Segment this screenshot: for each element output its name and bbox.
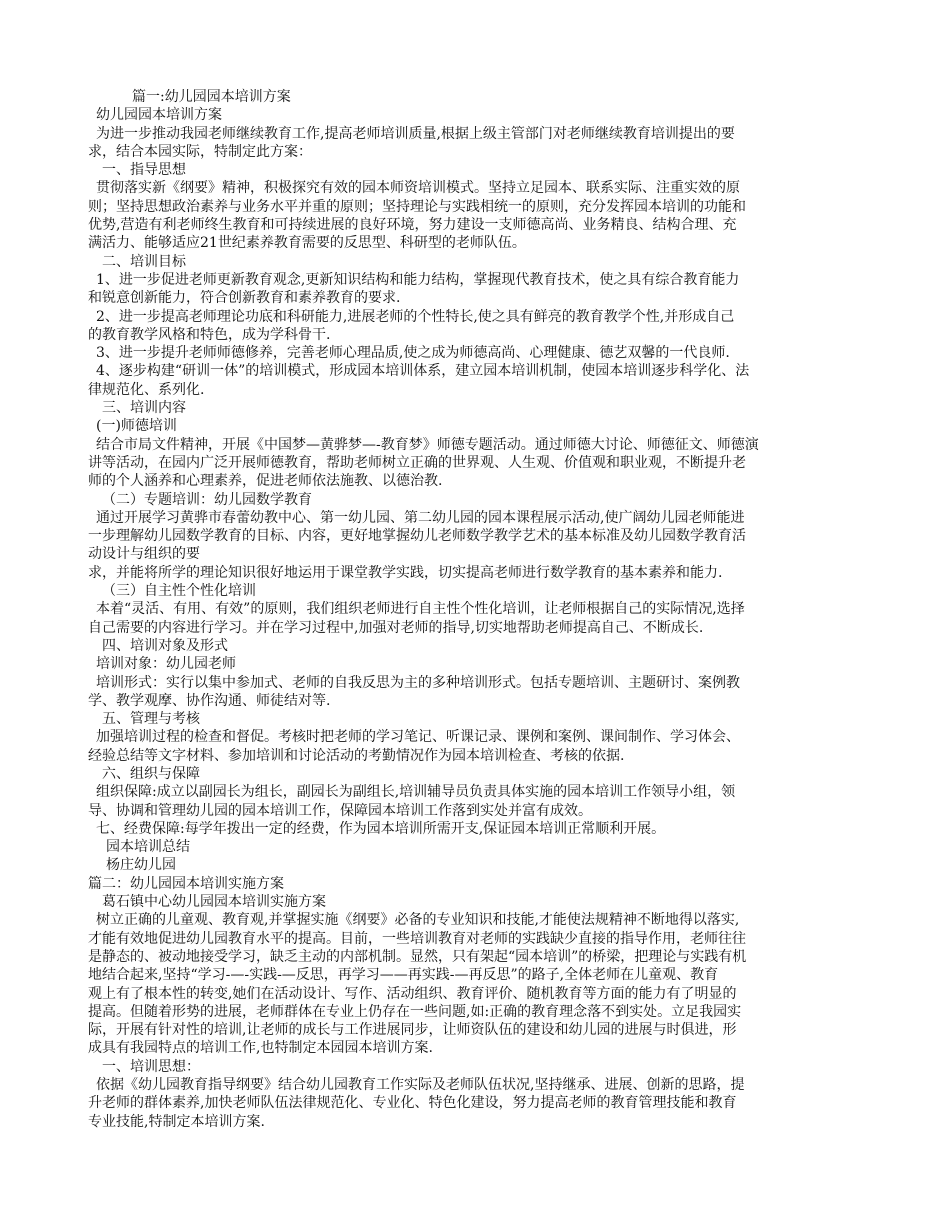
text-line: 经验总结等文字材料、参加培训和讨论活动的考勤情况作为园本培训检查、考核的依据. bbox=[88, 747, 625, 764]
text-line: 自己需要的内容进行学习。并在学习过程中,加强对老师的指导,切实地帮助老师提高自己、不断成长. bbox=[88, 619, 704, 636]
text-line: 2、进一步提高老师理论功底和科研能力,进展老师的个性特长,使之具有鲜亮的教育教学个性,并形成自己 bbox=[96, 308, 735, 325]
text-line: 观上有了根本性的转变,她们在活动设计、写作、活动组织、教育评价、随机教育等方面的能力有了明显的 bbox=[88, 985, 737, 1002]
text-line: 为进一步推动我园老师继续教育工作,提高老师培训质量,根据上级主管部门对老师继续教育培训提出的要 bbox=[96, 125, 735, 142]
text-line: 地结合起来,坚持“学习-—-实践-—反思，再学习——再实践-—再反思”的路子,全体老师在儿童观、教育 bbox=[88, 967, 719, 984]
text-line: 葛石镇中心幼儿园园本培训实施方案 bbox=[102, 894, 326, 911]
text-line: 成具有我园特点的培训工作,也特制定本园园本培训方案. bbox=[88, 1040, 433, 1057]
text-line: 树立正确的儿童观、教育观,并掌握实施《纲要》必备的专业知识和技能,才能使法规精神不断地得以落实, bbox=[96, 912, 740, 929]
text-line: 依据《幼儿园教育指导纲要》结合幼儿园教育工作实际及老师队伍状况,坚持继承、进展、创新的思路，提 bbox=[96, 1077, 745, 1094]
text-line: 专业技能,特制定本培训方案. bbox=[88, 1113, 265, 1130]
text-line: 才能有效地促进幼儿园教育水平的提高。目前，一些培训教育对老师的实践缺少直接的指导作用，老师往往 bbox=[88, 930, 746, 947]
text-line: 和锐意创新能力，符合创新教育和素养教育的要求. bbox=[88, 290, 401, 307]
text-line: 动设计与组织的要 bbox=[88, 546, 200, 563]
text-line: 三、培训内容 bbox=[102, 400, 186, 417]
text-line: （二）专题培训：幼儿园数学教育 bbox=[102, 491, 312, 508]
text-line: 讲等活动，在园内广泛开展师德教育，帮助老师树立正确的世界观、人生观、价值观和职业观，不断提升老 bbox=[88, 454, 746, 471]
text-line: 优势,营造有利老师终生教育和可持续进展的良好环境，努力建设一支师德高尚、业务精良、结构合理、充 bbox=[88, 217, 737, 234]
text-line: 提高。但随着形势的进展，老师群体在专业上仍存在一些问题,如:正确的教育理念落不到实处。立足我园实 bbox=[88, 1003, 742, 1020]
text-line: 六、组织与保障 bbox=[102, 765, 200, 782]
text-line: 一步理解幼儿园数学教育的目标、内容，更好地掌握幼儿老师数学教学艺术的基本标准及幼儿园数学教育活 bbox=[88, 528, 746, 545]
text-line: 4、逐步构建“研训一体”的培训模式，形成园本培训体系，建立园本培训机制，使园本培训逐步科学化、法 bbox=[96, 363, 750, 380]
text-line: 二、培训目标 bbox=[102, 253, 186, 270]
text-line: 师的个人涵养和心理素养，促进老师依法施教、以德治教. bbox=[88, 473, 443, 490]
text-line: 本着“灵活、有用、有效”的原则，我们组织老师进行自主性个性化培训，让老师根据自己的实际情况,选择 bbox=[96, 601, 745, 618]
text-line: 律规范化、系列化. bbox=[88, 381, 205, 398]
text-line: 是静态的、被动地接受学习，缺乏主动的内部机制。显然，只有架起“园本培训”的桥梁，把理论与实践有机 bbox=[88, 948, 747, 965]
text-line: 贯彻落实新《纲要》精神，积极探究有效的园本师资培训模式。坚持立足园本、联系实际、注重实效的原 bbox=[96, 180, 740, 197]
text-line: (一)师德培训 bbox=[96, 418, 177, 435]
text-line: 四、培训对象及形式 bbox=[102, 637, 228, 654]
document-body bbox=[88, 88, 864, 1131]
text-line: 加强培训过程的检查和督促。考核时把老师的学习笔记、听课记录、课例和案例、课间制作、学习体会、 bbox=[96, 729, 740, 746]
text-line: 升老师的群体素养,加快老师队伍法律规范化、专业化、特色化建设，努力提高老师的教育管理技能和教育 bbox=[88, 1095, 737, 1112]
text-line: 的教育教学风格和特色，成为学科骨干. bbox=[88, 326, 331, 343]
text-line: 3、进一步提升老师师德修养，完善老师心理品质,使之成为师德高尚、心理健康、德艺双馨的一代良师. bbox=[96, 345, 730, 362]
text-line: 1、进一步促进老师更新教育观念,更新知识结构和能力结构，掌握现代教育技术，使之具有综合教育能力 bbox=[96, 271, 740, 288]
text-line: 导、协调和管理幼儿园的园本培训工作，保障园本培训工作落到实处并富有成效。 bbox=[88, 802, 592, 819]
text-line: 篇一:幼儿园园本培训方案 bbox=[132, 89, 291, 105]
text-line: 篇二：幼儿园园本培训实施方案 bbox=[88, 875, 284, 892]
text-line: 园本培训总结 bbox=[106, 839, 190, 856]
text-line: 通过开展学习黄骅市春蕾幼教中心、第一幼儿园、第二幼儿园的园本课程展示活动,使广阔幼儿园老师能进 bbox=[96, 509, 745, 526]
text-line: 五、管理与考核 bbox=[102, 711, 200, 728]
text-line: 结合市局文件精神，开展《中国梦—黄骅梦—-教育梦》师德专题活动。通过师德大讨论、师德征文、师德演 bbox=[96, 436, 759, 453]
text-line: （三）自主性个性化培训 bbox=[102, 583, 256, 600]
text-line: 则；坚持思想政治素养与业务水平并重的原则；坚持理论与实践相统一的原则，充分发挥园本培训的功能和 bbox=[88, 198, 746, 215]
text-line: 杨庄幼儿园 bbox=[106, 857, 176, 874]
text-line: 一、指导思想 bbox=[102, 162, 186, 179]
text-line: 培训形式：实行以集中参加式、老师的自我反思为主的多种培训形式。包括专题培训、主题研讨、案例教 bbox=[96, 674, 740, 691]
text-line: 满活力、能够适应21世纪素养教育需要的反思型、科研型的老师队伍。 bbox=[88, 235, 526, 252]
text-line: 一、培训思想： bbox=[102, 1058, 200, 1075]
text-line: 培训对象：幼儿园老师 bbox=[96, 656, 236, 673]
text-line: 七、经费保障:每学年拨出一定的经费，作为园本培训所需开支,保证园本培训正常顺利开展。 bbox=[96, 820, 666, 837]
text-line: 幼儿园园本培训方案 bbox=[96, 107, 222, 124]
text-line: 求，并能将所学的理论知识很好地运用于课堂教学实践，切实提高老师进行数学教育的基本素养和能力. bbox=[88, 564, 723, 581]
text-line: 学、教学观摩、协作沟通、师徒结对等. bbox=[88, 692, 331, 709]
text-line: 求，结合本园实际，特制定此方案： bbox=[88, 143, 312, 160]
text-line: 际，开展有针对性的培训,让老师的成长与工作进展同步，让师资队伍的建设和幼儿园的进展与时俱进，形 bbox=[88, 1022, 737, 1039]
text-line: 组织保障:成立以副园长为组长，副园长为副组长,培训辅导员负责具体实施的园本培训工作领导小组，领 bbox=[96, 784, 736, 801]
